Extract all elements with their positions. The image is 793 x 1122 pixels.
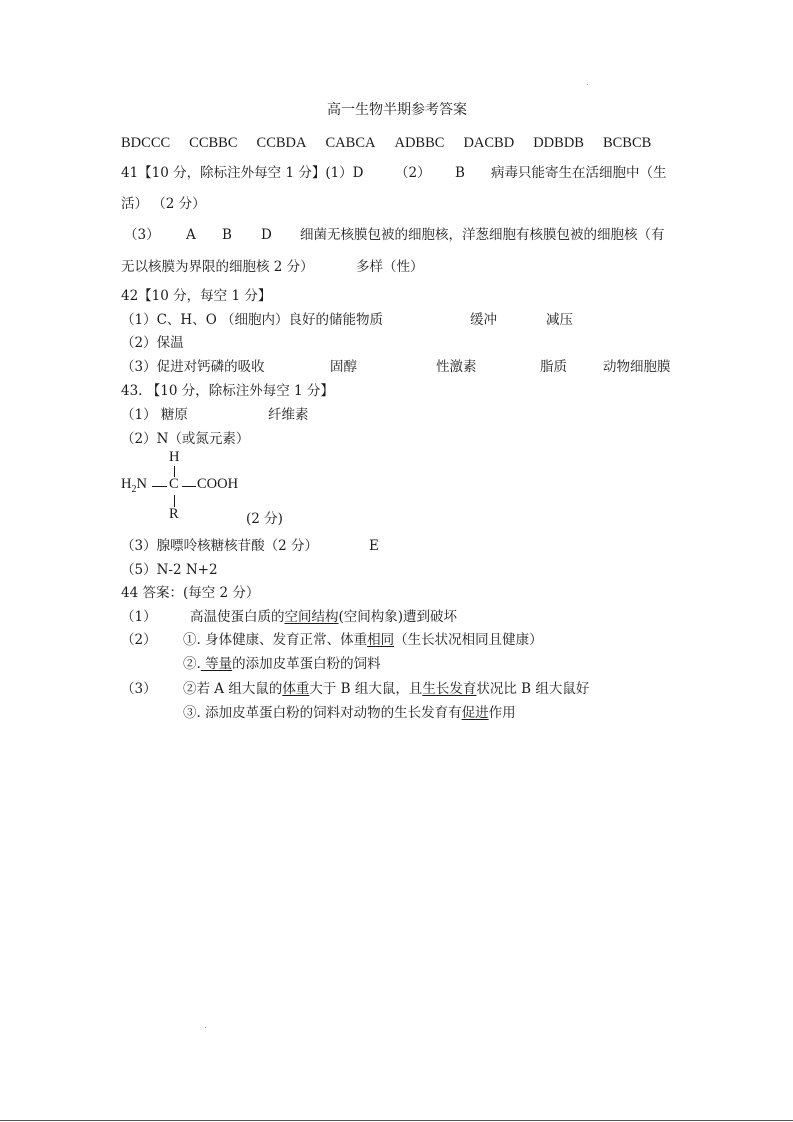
q43-line1-cellulose: 纤维素 (268, 407, 309, 423)
answer-group: BDCCC (121, 135, 171, 151)
q43-header: 43. 【10 分，除标注外每空 1 分】 (121, 383, 334, 399)
q41-part3-extra: 多样（性） (356, 259, 424, 275)
q41-part3-reason-cont: 无以核膜为界限的细胞核 2 分） (121, 259, 314, 275)
q44-part2-answer1: ①. 身体健康、发育正常、体重相同（生长状况相同且健康） (183, 632, 543, 648)
q42-line1: （1）C、H、O （细胞内）良好的储能物质 (121, 312, 384, 328)
q42-line2: （2）保温 (121, 335, 184, 351)
q42-line1-buffer: 缓冲 (470, 312, 497, 328)
q42-line1-pressure: 减压 (546, 312, 573, 328)
q44-part1-answer: 高温使蛋白质的空间结构(空间构象)遭到破坏 (190, 609, 458, 625)
q43-line5: （5）N-2 N+2 (121, 562, 218, 578)
q43-formula-score: (2 分) (246, 511, 283, 527)
q42-line3-membrane: 动物细胞膜 (603, 359, 671, 375)
formula-bond-right (182, 486, 196, 487)
q44-part2-number: （2） (121, 632, 157, 648)
q42-line3-hormone: 性激素 (436, 359, 477, 375)
scan-speck (587, 84, 588, 85)
q43-line2: （2）N（或氮元素） (121, 431, 250, 447)
q42-line3: （3）促进对钙磷的吸收 (121, 359, 265, 375)
q44-header: 44 答案：(每空 2 分） (121, 585, 260, 601)
q43-line1: （1） 糖原 (121, 407, 188, 423)
page-bottom-rule (0, 1120, 793, 1121)
q42-header: 42【10 分，每空 1 分】 (121, 288, 272, 304)
q41-part3-number: （3） (124, 227, 160, 243)
answer-group: DDBDB (533, 135, 584, 151)
formula-bond-left (152, 486, 167, 487)
q44-part3-number: （3） (121, 681, 157, 697)
answer-group: CABCA (325, 135, 376, 151)
q44-part1-number: （1） (121, 609, 157, 625)
q43-line3: （3）腺嘌呤核糖核苷酸（2 分） (121, 538, 318, 554)
answer-group: DACBD (463, 135, 515, 151)
choice-answer-row (121, 134, 651, 152)
q41-part3-answer-b: B (222, 227, 232, 243)
scan-speck (205, 1027, 206, 1028)
formula-r-group: R (169, 506, 179, 522)
q41-part2-answer: B (455, 165, 465, 181)
answer-group: ADBBC (394, 135, 445, 151)
q44-part3-answer3: ③. 添加皮革蛋白粉的饲料对动物的生长发育有促进作用 (183, 705, 516, 721)
answer-group: BCBCB (602, 135, 652, 151)
q41-part3-reason: 细菌无核膜包被的细胞核，洋葱细胞有核膜包被的细胞核（有 (300, 227, 665, 243)
page-title: 高一生物半期参考答案 (327, 102, 467, 118)
formula-alpha-carbon: C (169, 476, 179, 492)
answer-group: CCBDA (256, 135, 307, 151)
q43-line3-e: E (369, 538, 379, 554)
q41-part3-answer-a: A (186, 227, 196, 243)
q41-part2-reason: 病毒只能寄生在活细胞中（生 (491, 165, 667, 181)
q44-part3-answer2: ②若 A 组大鼠的体重大于 B 组大鼠，且生长发育状况比 B 组大鼠好 (183, 681, 590, 697)
q42-line3-sterol: 固醇 (330, 359, 357, 375)
q44-part2-answer2: ②. 等量的添加皮革蛋白粉的饲料 (183, 656, 381, 672)
q41-part2-number: （2） (395, 165, 431, 181)
q41-header: 41【10 分，除标注外每空 1 分】(1）D (121, 165, 364, 181)
answer-group: CCBBC (189, 135, 238, 151)
formula-amino-group: $H_2N$ (121, 476, 147, 495)
formula-top-h: H (169, 449, 180, 465)
q42-line3-lipid: 脂质 (540, 359, 567, 375)
formula-carboxyl-group: COOH (197, 476, 239, 492)
q41-part3-answer-d: D (261, 227, 272, 243)
q41-part2-reason-cont: 活） （2 分） (121, 196, 206, 212)
